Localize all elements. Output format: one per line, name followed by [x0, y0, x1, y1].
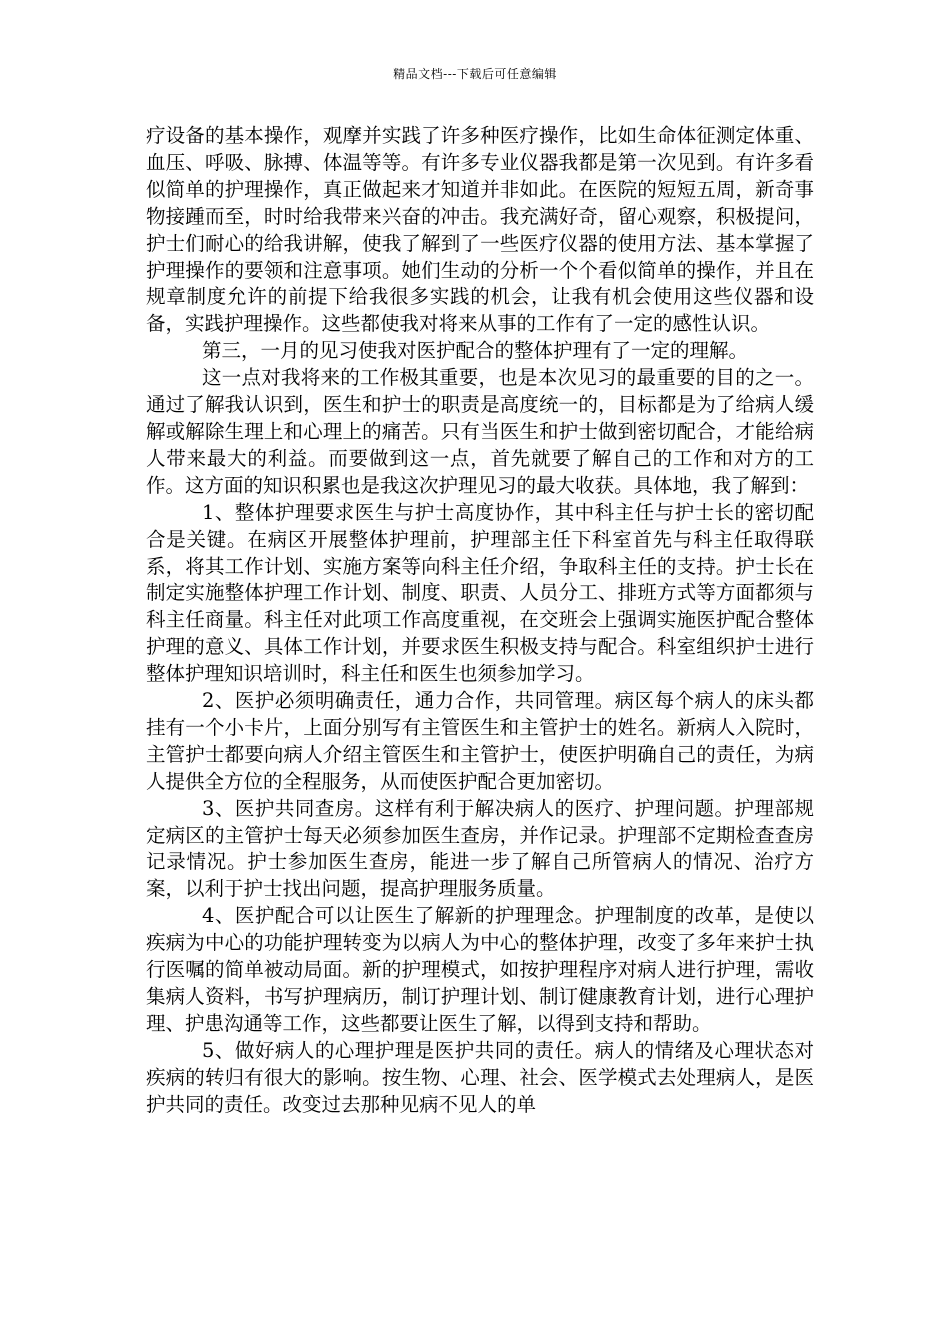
- paragraph-third-point: 第三，一月的见习使我对医护配合的整体护理有了一定的理解。: [202, 339, 749, 363]
- paragraph-item-1: 1、整体护理要求医生与护士高度协作，其中科主任与护士长的密切配合是关键。在病区开展整体护理前，护理部主任下科室首先与科主任取得联系，将其工作计划、实施方案等向科主任介绍，争取科主任的支持。护士长在制定实施整体护理工作计划、制度、职责、人员分工、排班方式等方面都须与科主任商量。科主任对此项工作高度重视，在交班会上强调实施医护配合整体护理的意义、具体工作计划，并要求医生积极支持与配合。科室组织护士进行整体护理知识培训时，科主任和医生也须参加学习。: [146, 500, 814, 686]
- paragraph-item-5: 5、做好病人的心理护理是医护共同的责任。病人的情绪及心理状态对疾病的转归有很大的影响。按生物、心理、社会、医学模式去处理病人，是医护共同的责任。改变过去那种见病不见人的单: [146, 1038, 814, 1116]
- paragraph-item-3: 3、医护共同查房。这样有利于解决病人的医疗、护理问题。护理部规定病区的主管护士每天必须参加医生查房，并作记录。护理部不定期检查查房记录情况。护士参加医生查房，能进一步了解自己所管病人的情况、治疗方案，以利于护士找出问题，提高护理服务质量。: [146, 796, 814, 901]
- paragraph-item-2: 2、医护必须明确责任，通力合作，共同管理。病区每个病人的床头都挂有一个小卡片，上面分别写有主管医生和主管护士的姓名。新病人入院时，主管护士都要向病人介绍主管医生和主管护士，使医护明确自己的责任，为病人提供全方位的全程服务，从而使医护配合更加密切。: [146, 689, 814, 793]
- paragraph-equipment-operations: 疗设备的基本操作，观摩并实践了许多种医疗操作，比如生命体征测定体重、血压、呼吸、脉搏、体温等等。有许多专业仪器我都是第一次见到。有许多看似简单的护理操作，真正做起来才知道并非如此。在医院的短短五周，新奇事物接踵而至，时时给我带来兴奋的冲击。我充满好奇，留心观察，积极提问，护士们耐心的给我讲解，使我了解到了一些医疗仪器的使用方法、基本掌握了护理操作的要领和注意事项。她们生动的分析一个个看似简单的操作，并且在规章制度允许的前提下给我很多实践的机会，让我有机会使用这些仪器和设备，实践护理操作。这些都使我对将来从事的工作有了一定的感性认识。: [146, 124, 814, 336]
- paragraph-item-4: 4、医护配合可以让医生了解新的护理理念。护理制度的改革，是使以疾病为中心的功能护理转变为以病人为中心的整体护理，改变了多年来护士执行医嘱的简单被动局面。新的护理模式，如按护理程序对病人进行护理，需收集病人资料，书写护理病历，制订护理计划、制订健康教育计划，进行心理护理、护患沟通等工作，这些都要让医生了解，以得到支持和帮助。: [146, 904, 814, 1035]
- paragraph-cooperation-importance: 这一点对我将来的工作极其重要，也是本次见习的最重要的目的之一。通过了解我认识到，医生和护士的职责是高度统一的，目标都是为了给病人缓解或解除生理上和心理上的痛苦。只有当医生和护士做到密切配合，才能给病人带来最大的利益。而要做到这一点，首先就要了解自己的工作和对方的工作。这方面的知识积累也是我这次护理见习的最大收获。具体地，我了解到：: [146, 366, 814, 497]
- document-body: [146, 123, 814, 1119]
- page-header: 精品文档---下载后可任意编辑: [393, 67, 557, 81]
